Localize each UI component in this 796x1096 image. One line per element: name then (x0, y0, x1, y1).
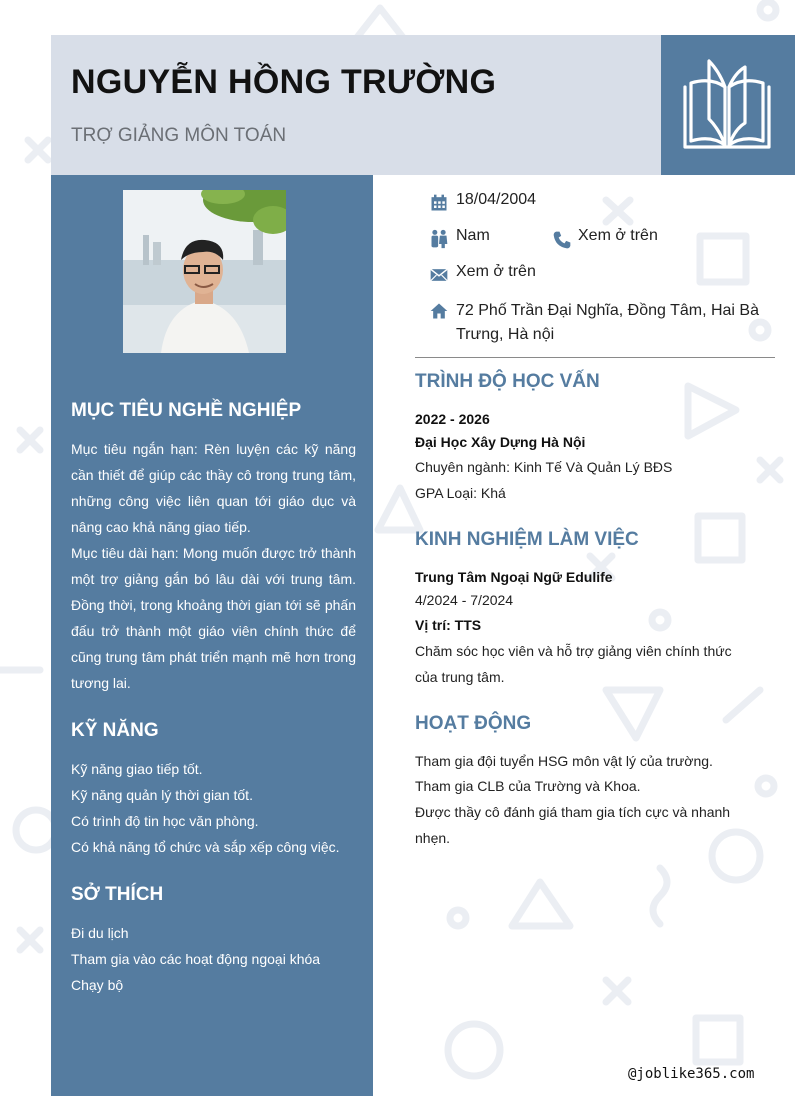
section-title-objective: MỤC TIÊU NGHỀ NGHIỆP (71, 400, 302, 421)
phone-value: Xem ở trên (578, 227, 658, 244)
gender-value: Nam (456, 227, 490, 244)
experience-company: Trung Tâm Ngoại Ngữ Edulife (415, 569, 613, 585)
book-icon-box (661, 35, 795, 175)
job-title: TRỢ GIẢNG MÔN TOÁN (71, 125, 287, 146)
objective-short-term: Mục tiêu ngắn hạn: Rèn luyện các kỹ năng cần thiết để giúp các thầy cô trong trung tâm, những công việc liên quan tới giáo dục và nâng cao khả năng giao tiếp. (71, 441, 356, 535)
education-period: 2022 - 2026 (415, 411, 490, 427)
book-icon (679, 57, 775, 153)
hobby-item: Chạy bộ (71, 977, 124, 993)
career-objective-section (71, 400, 356, 696)
section-title-education: TRÌNH ĐỘ HỌC VẤN (415, 371, 600, 392)
home-icon (429, 301, 449, 321)
experience-description: của trung tâm. (415, 669, 505, 685)
experience-description: Chăm sóc học viên và hỗ trợ giảng viên chính thức (415, 643, 732, 659)
skill-item: Có trình độ tin học văn phòng. (71, 813, 259, 829)
activity-item: Tham gia CLB của Trường và Khoa. (415, 778, 641, 794)
activity-item: Được thầy cô đánh giá tham gia tích cực và nhanh (415, 804, 731, 820)
education-major: Chuyên ngành: Kinh Tế Và Quản Lý BĐS (415, 459, 673, 475)
hobby-item: Tham gia vào các hoạt động ngoại khóa (71, 951, 321, 967)
email-icon (429, 265, 449, 285)
skill-item: Kỹ năng quản lý thời gian tốt. (71, 787, 253, 803)
gender-icon (429, 229, 449, 249)
email-value: Xem ở trên (456, 263, 536, 280)
skills-section (71, 720, 356, 860)
education-school: Đại Học Xây Dựng Hà Nội (415, 434, 586, 450)
section-title-skills: KỸ NĂNG (71, 720, 159, 741)
phone-icon (552, 230, 572, 250)
skill-item: Có khả năng tổ chức và sắp xếp công việc. (71, 839, 340, 855)
sidebar (51, 175, 373, 1096)
education-gpa: GPA Loại: Khá (415, 485, 506, 501)
address-row (429, 299, 769, 347)
email-row (429, 263, 536, 285)
section-title-hobbies: SỞ THÍCH (71, 884, 164, 905)
site-watermark: @joblike365.com (628, 1066, 755, 1082)
header-banner (51, 35, 661, 175)
section-title-activities: HOẠT ĐỘNG (415, 713, 532, 734)
section-title-experience: KINH NGHIỆM LÀM VIỆC (415, 529, 639, 550)
skill-item: Kỹ năng giao tiếp tốt. (71, 761, 203, 777)
calendar-icon (429, 193, 449, 213)
birthday-row (429, 191, 536, 213)
experience-period: 4/2024 - 7/2024 (415, 592, 514, 608)
candidate-name: NGUYỄN HỒNG TRƯỜNG (71, 63, 497, 101)
activity-item: Tham gia đội tuyển HSG môn vật lý của trường. (415, 753, 713, 769)
hobbies-section (71, 884, 356, 998)
experience-position: Vị trí: TTS (415, 617, 482, 633)
hobby-item: Đi du lịch (71, 925, 129, 941)
profile-photo (123, 190, 286, 353)
address-value: 72 Phố Trần Đại Nghĩa, Đồng Tâm, Hai Bà Trưng, Hà nội (456, 302, 759, 343)
divider (415, 357, 775, 358)
birthday-value: 18/04/2004 (456, 191, 537, 208)
phone-row (552, 227, 658, 250)
activity-item: nhẹn. (415, 830, 451, 846)
gender-row (429, 227, 490, 249)
objective-long-term: Mục tiêu dài hạn: Mong muốn được trở thành một trợ giảng gắn bó lâu dài với trung tâm. Đồng thời, trong khoảng thời gian tới sẽ phấn đấu trở thành một giáo viên chính thức để cũng trung tâm phát triển mạnh mẽ hơn trong tương lai. (71, 545, 356, 691)
